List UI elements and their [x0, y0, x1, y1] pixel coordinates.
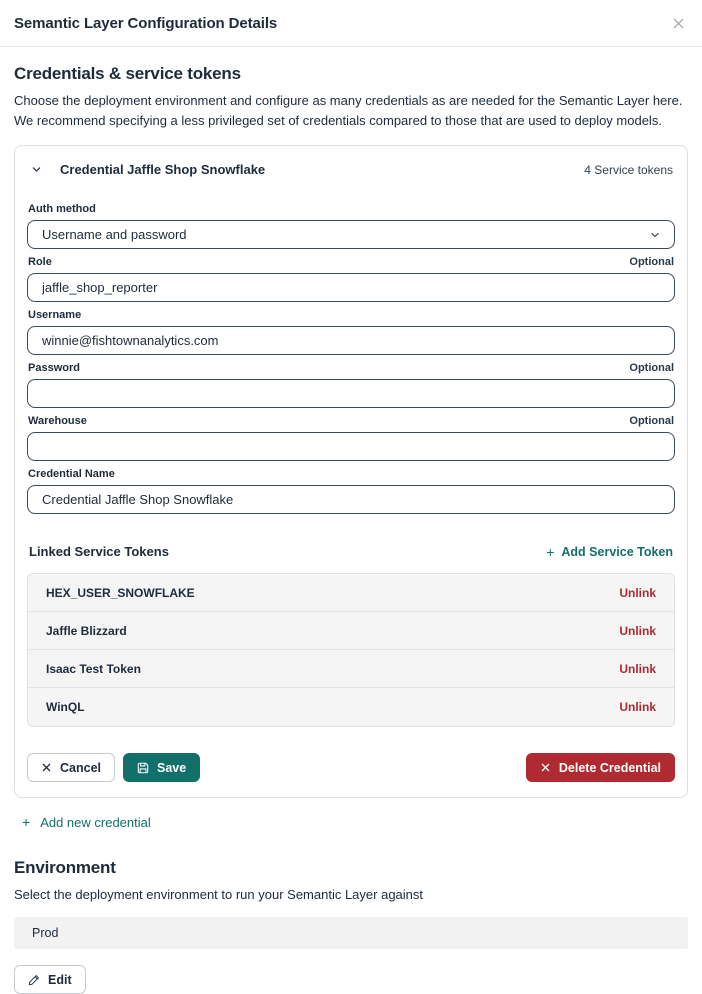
- collapse-credential-button[interactable]: [29, 162, 44, 177]
- role-label: Role: [28, 256, 52, 268]
- linked-tokens-header: [27, 544, 675, 559]
- token-name: Isaac Test Token: [46, 661, 141, 676]
- add-new-credential-button[interactable]: [22, 815, 151, 830]
- service-tokens-count: 4 Service tokens: [584, 162, 673, 177]
- add-service-token-label: Add Service Token: [561, 544, 673, 559]
- password-input[interactable]: [27, 379, 675, 408]
- plus-icon: +: [546, 543, 555, 560]
- delete-credential-label: Delete Credential: [558, 760, 661, 775]
- close-button[interactable]: [669, 14, 688, 33]
- save-button[interactable]: [123, 753, 200, 782]
- modal-body: [0, 64, 702, 994]
- token-row: [28, 650, 674, 688]
- environment-value-row: [14, 917, 688, 949]
- auth-method-selected-value: Username and password: [42, 227, 187, 242]
- chevron-down-icon: [31, 164, 42, 175]
- token-name: HEX_USER_SNOWFLAKE: [46, 585, 195, 600]
- username-input[interactable]: [27, 326, 675, 355]
- credential-name-label: Credential Name: [28, 468, 115, 480]
- linked-tokens-heading: Linked Service Tokens: [29, 544, 169, 559]
- unlink-link[interactable]: Unlink: [619, 623, 656, 638]
- token-name: Jaffle Blizzard: [46, 623, 127, 638]
- add-new-credential-label: Add new credential: [40, 814, 151, 830]
- warehouse-field: [27, 415, 675, 461]
- save-button-label: Save: [157, 760, 187, 775]
- add-service-token-button[interactable]: [546, 545, 673, 559]
- auth-method-select[interactable]: [27, 220, 675, 249]
- token-row: [28, 612, 674, 650]
- token-row: [28, 688, 674, 726]
- save-icon: [137, 762, 149, 774]
- role-field: [27, 256, 675, 302]
- cancel-button-label: Cancel: [60, 760, 101, 775]
- pencil-icon: [28, 974, 40, 986]
- auth-method-field: [27, 203, 675, 249]
- chevron-down-icon: [650, 230, 660, 240]
- role-input[interactable]: [27, 273, 675, 302]
- plus-icon: +: [22, 814, 31, 830]
- add-new-credential-row: [14, 814, 688, 832]
- environment-section-description: Select the deployment environment to run your Semantic Layer against: [14, 887, 424, 902]
- x-icon: [41, 762, 52, 773]
- password-field: [27, 362, 675, 408]
- username-label: Username: [28, 309, 82, 321]
- role-optional-tag: Optional: [629, 256, 674, 268]
- unlink-link[interactable]: Unlink: [619, 661, 656, 676]
- credential-name-field: [27, 468, 675, 514]
- credentials-section-description: Choose the deployment environment and configure as many credentials as are needed for the Semantic Layer here. We recommend specifying a less privileged set of credentials compared to those that are used to deploy models.: [14, 93, 683, 128]
- auth-method-label: Auth method: [28, 203, 96, 215]
- edit-button-label: Edit: [48, 972, 72, 987]
- token-row: [28, 574, 674, 612]
- unlink-link[interactable]: Unlink: [619, 585, 656, 600]
- edit-environment-button[interactable]: [14, 965, 86, 994]
- credential-card-title: Credential Jaffle Shop Snowflake: [60, 162, 266, 177]
- warehouse-input[interactable]: [27, 432, 675, 461]
- password-label: Password: [28, 362, 80, 374]
- delete-credential-button[interactable]: [526, 753, 675, 782]
- close-icon: [671, 16, 686, 31]
- cancel-button[interactable]: [27, 753, 115, 782]
- warehouse-label: Warehouse: [28, 415, 87, 427]
- modal-title: Semantic Layer Configuration Details: [14, 14, 278, 32]
- token-name: WinQL: [46, 700, 85, 714]
- x-icon: [540, 762, 551, 773]
- service-tokens-table: [27, 573, 675, 727]
- warehouse-optional-tag: Optional: [629, 415, 674, 427]
- environment-section-heading: Environment: [14, 858, 116, 877]
- modal-header: [0, 0, 702, 47]
- username-field: [27, 309, 675, 355]
- password-optional-tag: Optional: [629, 362, 674, 374]
- credential-name-input[interactable]: [27, 485, 675, 514]
- credential-card: [14, 145, 688, 798]
- unlink-link[interactable]: Unlink: [619, 700, 656, 714]
- credentials-section-heading: Credentials & service tokens: [14, 64, 241, 83]
- credential-actions: [27, 753, 675, 782]
- credential-card-header: [27, 158, 675, 177]
- environment-value: Prod: [32, 926, 59, 940]
